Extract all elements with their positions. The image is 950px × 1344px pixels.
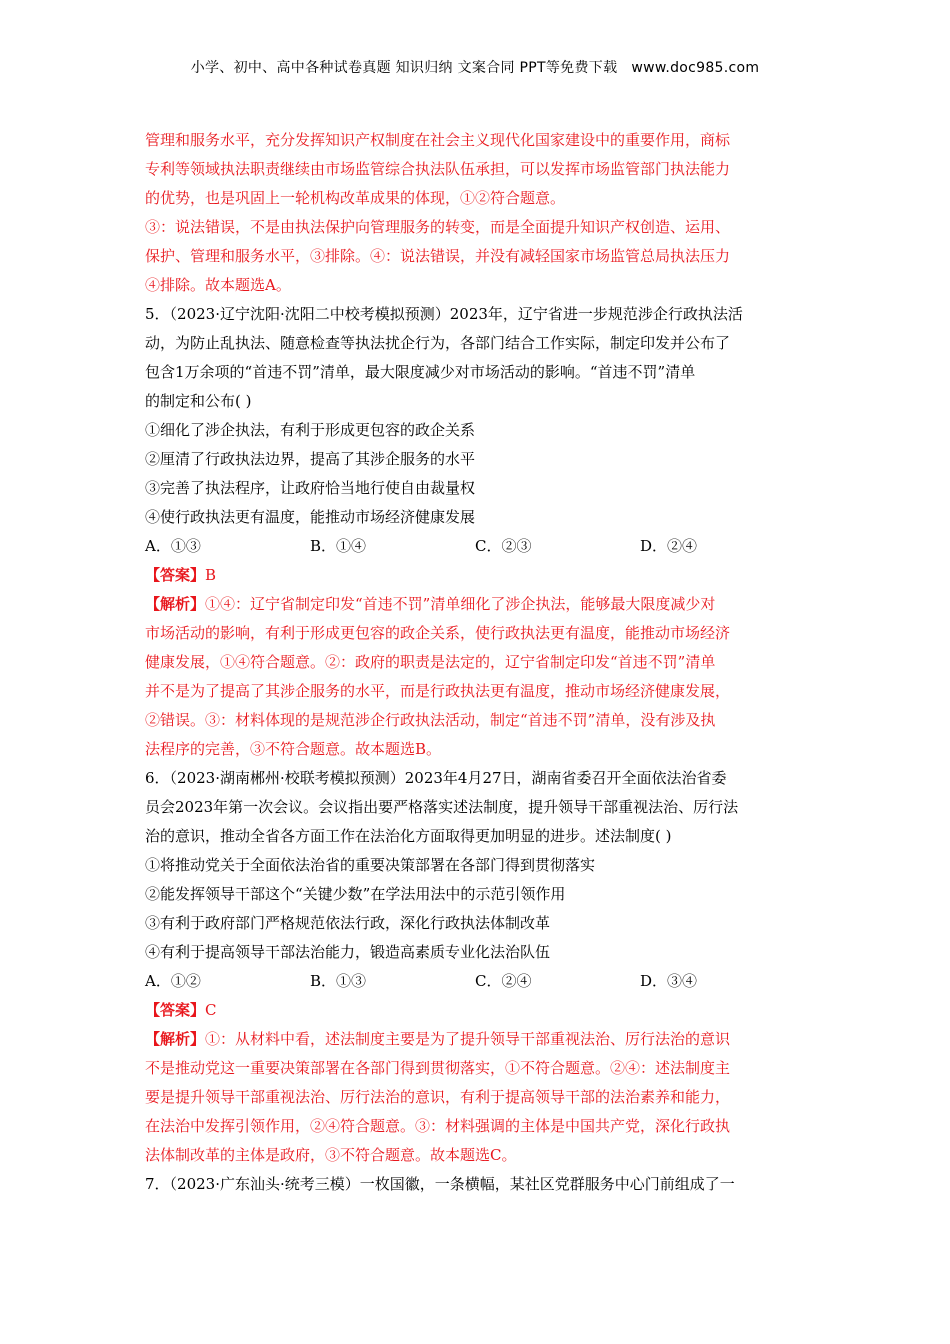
option-a: A．①③ (145, 537, 201, 555)
question-stem-line: 6．（2023·湖南郴州·校联考模拟预测）2023年4月27日，湖南省委召开全面依法治省委 (145, 769, 727, 787)
text-line: 管理和服务水平，充分发挥知识产权制度在社会主义现代化国家建设中的重要作用，商标 (145, 131, 731, 149)
answer-value: B (205, 566, 217, 584)
option-d: D．②④ (640, 537, 698, 555)
header-site-url[interactable]: www.doc985.com (631, 60, 760, 76)
option-c: C．②④ (475, 972, 532, 990)
page-header (0, 57, 950, 77)
analysis-text: ①④：辽宁省制定印发“首违不罚”清单细化了涉企执法，能够最大限度减少对 (205, 595, 716, 613)
analysis-line (145, 1025, 810, 1054)
analysis-line (145, 590, 810, 619)
text-line: 保护、管理和服务水平，③排除。④：说法错误，并没有减轻国家市场监管总局执法压力 (145, 247, 731, 265)
analysis-line: 要是提升领导干部重视法治、厉行法治的意识，有利于提高领导干部的法治素养和能力， (145, 1088, 731, 1106)
answer-options (145, 532, 810, 561)
question-6 (145, 764, 810, 1170)
header-site-description: 小学、初中、高中各种试卷真题 知识归纳 文案合同 PPT等免费下载 (190, 60, 618, 76)
option-c: C．②③ (475, 537, 532, 555)
statement-item: ①将推动党关于全面依法治省的重要决策部署在各部门得到贯彻落实 (145, 856, 596, 874)
statement-item: ③有利于政府部门严格规范依法行政，深化行政执法体制改革 (145, 914, 551, 932)
answer-line (145, 561, 810, 590)
option-d: D．③④ (640, 972, 698, 990)
answer-label: 【答案】 (145, 1001, 206, 1019)
document-body (145, 126, 810, 1199)
analysis-label: 【解析】 (145, 1030, 206, 1048)
answer-options (145, 967, 810, 996)
statement-item: ④使行政执法更有温度，能推动市场经济健康发展 (145, 508, 476, 526)
analysis-line: 在法治中发挥引领作用，②④符合题意。③：材料强调的主体是中国共产党，深化行政执 (145, 1117, 731, 1135)
answer-value: C (205, 1001, 217, 1019)
option-b: B．①④ (310, 537, 367, 555)
analysis-line: 市场活动的影响，有利于形成更包容的政企关系，使行政执法更有温度，能推动市场经济 (145, 624, 731, 642)
question-stem-line: 包含1万余项的“首违不罚”清单，最大限度减少对市场活动的影响。“首违不罚”清单 (145, 363, 696, 381)
statement-item: ②厘清了行政执法边界，提高了其涉企服务的水平 (145, 450, 476, 468)
text-line: 专利等领域执法职责继续由市场监管综合执法队伍承担，可以发挥市场监管部门执法能力 (145, 160, 731, 178)
analysis-block (145, 590, 810, 764)
statement-item: ①细化了涉企执法，有利于形成更包容的政企关系 (145, 421, 476, 439)
statement-item: ③完善了执法程序，让政府恰当地行使自由裁量权 (145, 479, 476, 497)
analysis-line: 并不是为了提高了其涉企服务的水平，而是行政执法更有温度，推动市场经济健康发展， (145, 682, 731, 700)
question-5 (145, 300, 810, 764)
statement-item: ②能发挥领导干部这个“关键少数”在学法用法中的示范引领作用 (145, 885, 566, 903)
intro-explanation (145, 126, 810, 300)
analysis-label: 【解析】 (145, 595, 206, 613)
question-stem-line: 动，为防止乱执法、随意检查等执法扰企行为，各部门结合工作实际，制定印发并公布了 (145, 334, 731, 352)
analysis-line: 法体制改革的主体是政府，③不符合题意。故本题选C。 (145, 1146, 517, 1164)
text-line: ③：说法错误，不是由执法保护向管理服务的转变，而是全面提升知识产权创造、运用、 (145, 218, 731, 236)
question-stem-line: 5．（2023·辽宁沈阳·沈阳二中校考模拟预测）2023年，辽宁省进一步规范涉企行政执法活 (145, 305, 743, 323)
analysis-line: 不是推动党这一重要决策部署在各部门得到贯彻落实，①不符合题意。②④：述法制度主 (145, 1059, 731, 1077)
question-stem-line: 的制定和公布( ) (145, 392, 252, 410)
analysis-line: ②错误。③：材料体现的是规范涉企行政执法活动，制定“首违不罚”清单，没有涉及执 (145, 711, 716, 729)
answer-line (145, 996, 810, 1025)
analysis-line: 法程序的完善，③不符合题意。故本题选B。 (145, 740, 442, 758)
analysis-block (145, 1025, 810, 1170)
text-line: 的优势，也是巩固上一轮机构改革成果的体现，①②符合题意。 (145, 189, 566, 207)
question-stem-line: 员会2023年第一次会议。会议指出要严格落实述法制度，提升领导干部重视法治、厉行法 (145, 798, 739, 816)
option-a: A．①② (145, 972, 201, 990)
option-b: B．①③ (310, 972, 367, 990)
question-7-stem-line: 7．（2023·广东汕头·统考三模）一枚国徽，一条横幅，某社区党群服务中心门前组成了一 (145, 1175, 735, 1193)
analysis-text: ①：从材料中看，述法制度主要是为了提升领导干部重视法治、厉行法治的意识 (205, 1030, 731, 1048)
text-line: ④排除。故本题选A。 (145, 276, 291, 294)
analysis-line: 健康发展，①④符合题意。②：政府的职责是法定的，辽宁省制定印发“首违不罚”清单 (145, 653, 716, 671)
question-stem-line: 治的意识，推动全省各方面工作在法治化方面取得更加明显的进步。述法制度( ) (145, 827, 672, 845)
answer-label: 【答案】 (145, 566, 206, 584)
statement-item: ④有利于提高领导干部法治能力，锻造高素质专业化法治队伍 (145, 943, 551, 961)
